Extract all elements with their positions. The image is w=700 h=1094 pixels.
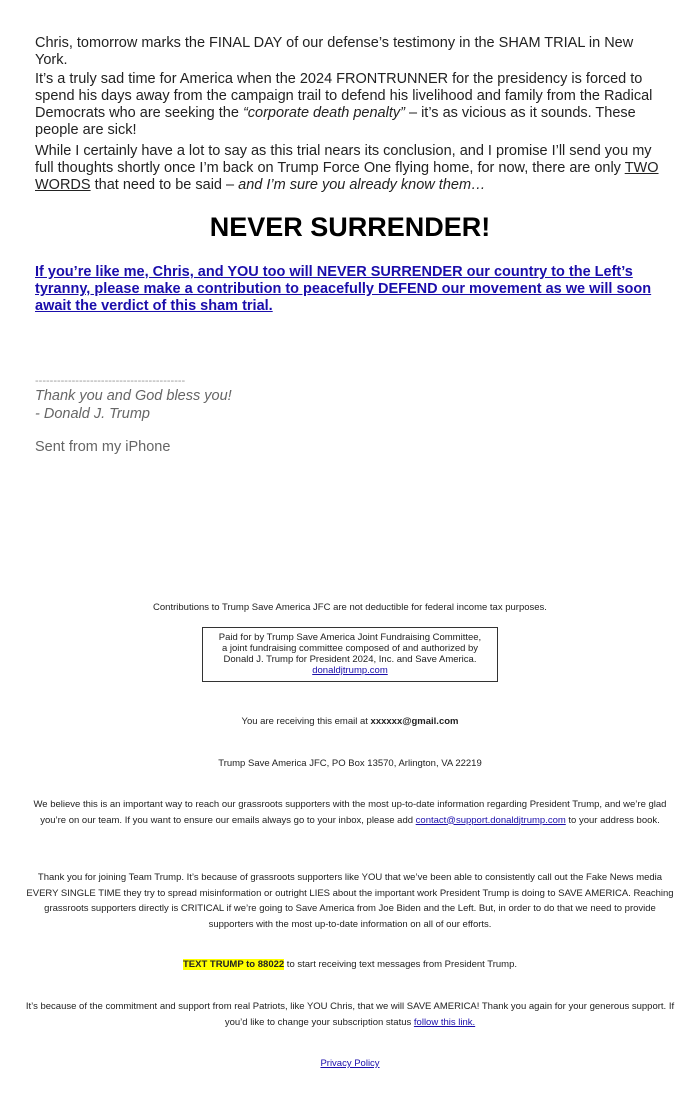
commitment-paragraph [25,999,675,1030]
contribution-link[interactable]: If you’re like me, Chris, and YOU too will NEVER SURRENDER our country to the Left’s tyranny, please make a contribution to peacefully DEFEND our movement as we will soon await the verdict of this sham trial. [35,264,652,314]
tax-disclaimer: Contributions to Trump Save America JFC are not deductible for federal income tax purposes. [153,602,547,613]
context-italic: “corporate death penalty” [242,105,405,121]
context-paragraph [35,71,667,139]
text-signup [25,957,675,973]
context-text-a: It’s a truly sad time for America when the 2024 FRONTRUNNER for the presidency is forced to spend his days away from the campaign trail to defend his livelihood and family from the Radical Democrats who are seeking the [35,71,653,121]
sent-from-iphone: Sent from my iPhone [35,439,171,455]
receiving-notice [25,714,675,730]
conclusion-text-a: While I certainly have a lot to say as this trial nears its conclusion, and I promise I’ll send you my full thoughts shortly once I’m back on Trump Force One flying home, for now, there are only [35,143,652,176]
text-signup-rest: to start receiving text messages from President Trump. [284,959,518,970]
intro-paragraph [35,35,667,69]
paid-for-line-1: Paid for by Trump Save America Joint Fundraising Committee, [218,632,482,643]
privacy-policy-link[interactable]: Privacy Policy [320,1058,380,1069]
subscription-link[interactable]: follow this link. [413,1016,476,1028]
two-words-underline: TWO WORDS [35,160,659,193]
receiving-text: You are receiving this email at [241,716,371,727]
conclusion-italic: and I’m sure you already know them… [238,177,486,193]
intro-text: Chris, tomorrow marks the FINAL DAY of our defense’s testimony in the SHAM TRIAL in New York. [35,35,634,68]
recipient-email: xxxxxx@gmail.com [370,716,459,727]
address-book-text-a: We believe this is an important way to reach our grassroots supporters with the most up-to-date information regarding President Trump, and we’re glad you’re on our team. If you want to ensure our emails always go to your inbox, please add [33,799,667,826]
context-text-b: – it’s as vicious as it sounds. These people are sick! [35,105,636,138]
conclusion-paragraph [35,143,667,194]
signature-name: - Donald J. Trump [35,406,150,422]
text-trump-highlight: TEXT TRUMP to 88022 [182,959,285,970]
signature-divider: ----------------------------------------- [35,375,186,387]
paid-for-line-2: a joint fundraising committee composed of and authorized by [221,643,479,654]
mailing-address: Trump Save America JFC, PO Box 13570, Arlington, VA 22219 [218,758,482,769]
privacy-row [25,1056,675,1072]
address-book-text-b: to your address book. [565,814,660,826]
team-trump-paragraph: Thank you for joining Team Trump. It’s because of grassroots supporters like YOU that we’ve been able to consistently call out the Fake News media EVERY SINGLE TIME they try to spread misinformation or outright LIES about the important work President Trump is doing to SAVE AMERICA. Reaching grassroots supporters directly is CRITICAL if we’re going to Save America from Joe Biden and the Left. But, in order to do that we need to provide supporters with the most up-to-date information on all of our efforts. [26,872,674,930]
paid-for-box [202,627,498,682]
commitment-text: It’s because of the commitment and support from real Patriots, like YOU Chris, that we will SAVE AMERICA! Thank you again for your generous support. If you’d like to change your subscription status [25,1001,675,1028]
paid-for-line-3: Donald J. Trump for President 2024, Inc. and Save America. [223,654,477,665]
donaldjtrump-link[interactable]: donaldjtrump.com [312,665,388,676]
signature-thanks: Thank you and God bless you! [35,388,232,404]
conclusion-text-b: that need to be said – [90,177,239,193]
address-book-notice [25,797,675,828]
support-email-link[interactable]: contact@support.donaldjtrump.com [415,814,566,826]
headline: NEVER SURRENDER! [209,212,491,242]
